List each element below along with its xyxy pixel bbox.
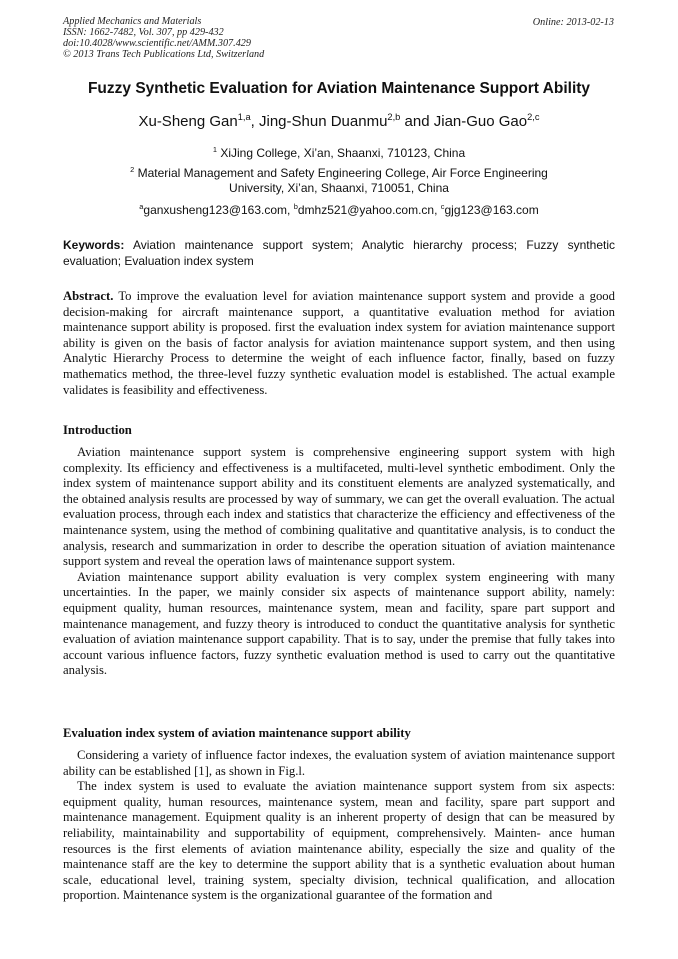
issn-line: ISSN: 1662-7482, Vol. 307, pp 429-432 <box>63 27 224 38</box>
online-date: Online: 2013-02-13 <box>532 17 614 28</box>
introduction-body <box>63 445 615 679</box>
email-address: ganxusheng123@163.com, <box>143 203 294 217</box>
paragraph: Aviation maintenance support system is comprehensive engineering support system with high complexity. Its efficiency and effectiveness is a multifaceted, multi-level synthetic embodiment. Only the index system of maintenance support ability and its constituent elements are analyzed systematically, and the obtained analysis results are processed by way of summary, we can get the overall evaluation. The actual evaluation process, through each index and statistics that characterize the efficiency and effectiveness of the maintenance system, using the method of combining qualitative and quantitative analysis, is to conduct the analysis, research and summarization in order to describe the operation situation of aviation maintenance support system and reveal the operation laws of maintenance support system. <box>63 445 615 569</box>
section-heading-introduction: Introduction <box>63 423 132 437</box>
abstract-label: Abstract. <box>63 289 114 303</box>
affiliation-sup: 2 <box>130 165 135 174</box>
author-name: Jing-Shun Duanmu <box>259 113 388 130</box>
affiliation-text: XiJing College, Xi’an, Shaanxi, 710123, China <box>220 146 466 160</box>
author-list <box>0 113 678 130</box>
keywords <box>63 238 615 269</box>
abstract <box>63 289 615 398</box>
copyright-line: © 2013 Trans Tech Publications Ltd, Switzerland <box>63 49 265 60</box>
email-sup: c <box>440 202 445 211</box>
email-address: gjg123@163.com <box>444 203 539 217</box>
author-name: Jian-Guo Gao <box>433 113 528 130</box>
section-2-body <box>63 748 615 904</box>
doi-line: doi:10.4028/www.scientific.net/AMM.307.429 <box>63 38 251 49</box>
paragraph: Considering a variety of influence factor indexes, the evaluation system of aviation maintenance support ability can be established [1], as shown in Fig.l. <box>63 748 615 778</box>
author-separator: and <box>400 113 434 130</box>
keywords-text: Aviation maintenance support system; Analytic hierarchy process; Fuzzy synthetic evaluation; Evaluation index system <box>63 238 615 268</box>
affiliation-sup: 1 <box>212 145 217 154</box>
email-sup: a <box>139 202 144 211</box>
affiliation-2 <box>0 166 678 196</box>
email-line <box>0 203 678 218</box>
author-sup: 1,a <box>237 112 251 122</box>
author-name: Xu-Sheng Gan <box>138 113 238 130</box>
journal-name: Applied Mechanics and Materials <box>63 16 202 27</box>
abstract-text: To improve the evaluation level for aviation maintenance support system and provide a good decision-making for aircraft maintenance support, a quantitative evaluation method for aviation maintenance support ability is proposed. first the evaluation index system for aviation maintenance support ability is given on the basis of factor analysis for aviation maintenance support system, and then using Analytic Hierarchy Process to determine the weight of each influence factor, finally, based on fuzzy mathematics method, the three-level fuzzy synthetic evaluation model is established. The actual example validates is feasibility and effectiveness. <box>63 289 615 397</box>
affiliation-text: University, Xi’an, Shaanxi, 710051, China <box>229 181 449 195</box>
email-sup: b <box>293 202 298 211</box>
affiliation-1 <box>0 146 678 161</box>
paragraph: The index system is used to evaluate the aviation maintenance support system from six aspects: equipment quality, human resources, maintenance system, mean and facility, spare part support and maintenance management. Equipment quality is an inherent property of design that can be measured by reliability, maintainability and supportability of equipment, comprehensively. Mainten- ance human resources is the first elements of aviation maintenance ability, especially the size and quality of the maintenance staff are the key to determine the support ability that is a synthetic evaluation about human scale, educational level, training system, specialty division, technical qualification, and allocation proportion. Maintenance system is the organizational guarantee of the formation and <box>63 779 615 903</box>
author-sup: 2,c <box>527 112 540 122</box>
keywords-label: Keywords: <box>63 238 125 252</box>
section-heading-evaluation-index: Evaluation index system of aviation maintenance support ability <box>63 726 411 740</box>
author-sup: 2,b <box>387 112 401 122</box>
affiliation-text: Material Management and Safety Engineering College, Air Force Engineering <box>137 166 548 180</box>
paper-title: Fuzzy Synthetic Evaluation for Aviation Maintenance Support Ability <box>87 80 591 97</box>
paragraph: Aviation maintenance support ability evaluation is very complex system engineering with many uncertainties. In the paper, we mainly consider six aspects of maintenance support ability, namely: equipment quality, human resources, maintenance system, mean and facility, spare part support and maintenance management, and fuzzy theory is introduced to conduct the quantitative analysis for synthetic evaluation of aviation maintenance support capability. That is to say, under the premise that fully takes into account various influence factors, fuzzy synthetic evaluation method is used to carry out the quantitative analysis. <box>63 569 615 678</box>
email-address: dmhz521@yahoo.com.cn, <box>297 203 441 217</box>
author-separator: , <box>250 113 259 130</box>
